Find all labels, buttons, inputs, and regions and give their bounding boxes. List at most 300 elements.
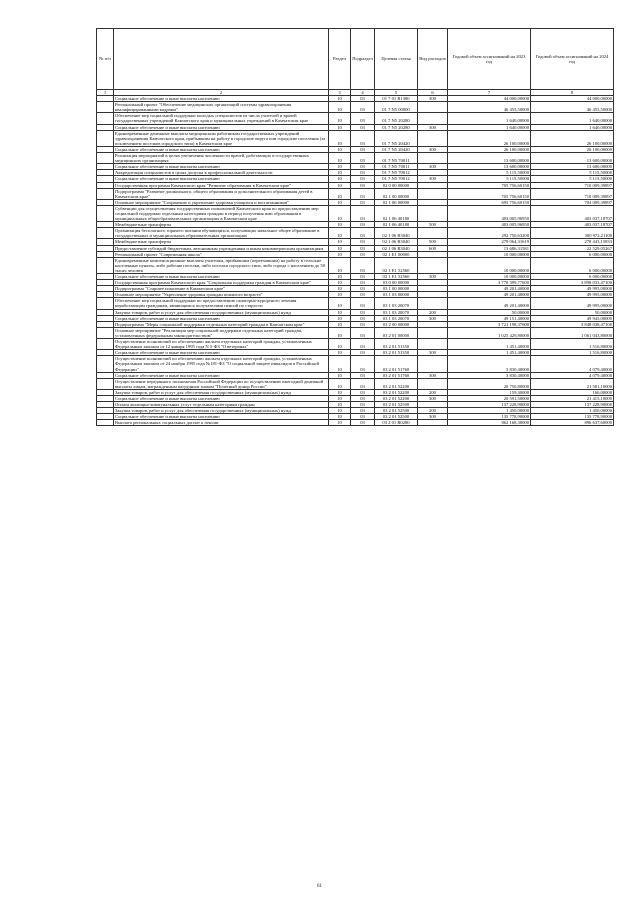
row-expense-type: [418, 130, 448, 146]
row-expense-type: [418, 113, 448, 124]
row-target-article: 01 7 01 R1380: [375, 96, 418, 102]
row-amount-2023: 137 228,90000: [448, 402, 531, 408]
row-target-article: 03 2 01 52500: [375, 408, 418, 414]
row-razdel: 10: [329, 339, 351, 350]
row-name: Подпрограмма "Меры социальной поддержки отдельных категорий граждан в Камчатском крае": [114, 321, 329, 327]
row-target-article: 02 1 06 R3040: [375, 245, 418, 251]
row-number: [97, 378, 114, 389]
row-razdel: 10: [329, 420, 351, 426]
row-number: [97, 420, 114, 426]
row-name: Социальное обеспечение и иные выплаты населению: [114, 395, 329, 401]
row-razdel: 10: [329, 188, 351, 199]
row-razdel: 10: [329, 414, 351, 420]
row-expense-type: [418, 188, 448, 199]
row-target-article: 03 2 01 51350: [375, 339, 418, 350]
row-amount-2024: 1 640,00000: [531, 124, 614, 130]
row-amount-2023: 1 640,00000: [448, 124, 531, 130]
col-number: 5: [375, 90, 418, 96]
header-2024: Годовой объем ассигнований на 2024 год: [531, 29, 614, 90]
row-podrazdel: 03: [351, 414, 375, 420]
row-target-article: 02 1 06 40180: [375, 222, 418, 228]
row-podrazdel: 03: [351, 350, 375, 356]
row-target-article: 02 0 00 00000: [375, 182, 418, 188]
row-name: Аккредитация специалистов в целях допуска к профессиональной деятельности: [114, 170, 329, 176]
col-number: 8: [531, 90, 614, 96]
row-podrazdel: 03: [351, 251, 375, 257]
row-amount-2023: 26 100,00000: [448, 130, 531, 146]
table-row: [97, 257, 614, 273]
row-podrazdel: 03: [351, 286, 375, 292]
row-amount-2023: 135 778,90000: [448, 414, 531, 420]
row-podrazdel: 03: [351, 339, 375, 350]
row-podrazdel: 03: [351, 239, 375, 245]
table-row: [97, 298, 614, 309]
row-razdel: 10: [329, 245, 351, 251]
row-target-article: 02 1 06 R3040: [375, 228, 418, 239]
row-amount-2024: 278 443,15833: [531, 239, 614, 245]
table-row: [97, 327, 614, 338]
row-podrazdel: 03: [351, 257, 375, 273]
row-amount-2024: 49 995,00000: [531, 298, 614, 309]
row-name: Подпрограмма "Развитие дошкольного, общего образования и дополнительного образования детей в Камчатском крае": [114, 188, 329, 199]
row-podrazdel: 03: [351, 408, 375, 414]
row-podrazdel: 03: [351, 182, 375, 188]
row-target-article: 03 2 01 52500: [375, 414, 418, 420]
row-amount-2024: 44 000,00000: [531, 96, 614, 102]
row-target-article: 02 1 E1 52560: [375, 274, 418, 280]
row-amount-2023: 1 451,40000: [448, 350, 531, 356]
row-number: [97, 257, 114, 273]
row-expense-type: 300: [418, 164, 448, 170]
table-row: [97, 188, 614, 199]
row-amount-2023: 13 600,00000: [448, 153, 531, 164]
row-name: Межбюджетные трансферты: [114, 239, 329, 245]
row-amount-2023: 49 201,40000: [448, 286, 531, 292]
row-target-article: 03 2 01 52500: [375, 402, 418, 408]
row-target-article: 02 1 E1 52560: [375, 257, 418, 273]
row-number: [97, 327, 114, 338]
row-target-article: 03 2 01 52200: [375, 378, 418, 389]
row-podrazdel: 03: [351, 315, 375, 321]
row-number: [97, 356, 114, 372]
row-name: Социальное обеспечение и иные выплаты населению: [114, 414, 329, 420]
row-amount-2024: 1 516,80000: [531, 339, 614, 350]
row-amount-2024: 26 100,00000: [531, 130, 614, 146]
row-expense-type: 300: [418, 176, 448, 182]
row-target-article: 01 7 N5 00000: [375, 102, 418, 113]
row-expense-type: [418, 327, 448, 338]
row-amount-2024: 1 640,00000: [531, 113, 614, 124]
row-target-article: 03 2 00 00000: [375, 321, 418, 327]
row-razdel: 10: [329, 170, 351, 176]
row-razdel: 10: [329, 239, 351, 245]
row-podrazdel: 03: [351, 188, 375, 199]
row-expense-type: [418, 205, 448, 221]
row-expense-type: 200: [418, 408, 448, 414]
row-amount-2023: 1 025 429,80000: [448, 327, 531, 338]
row-amount-2024: 13 600,00000: [531, 164, 614, 170]
header-num: № п/п: [97, 29, 114, 90]
row-amount-2023: 1 640,00000: [448, 113, 531, 124]
row-amount-2024: 49 995,00000: [531, 292, 614, 298]
row-name: Социальное обеспечение и иные выплаты населению: [114, 176, 329, 182]
header-name: [114, 29, 329, 90]
row-amount-2024: 704 009,39897: [531, 199, 614, 205]
row-expense-type: [418, 420, 448, 426]
row-expense-type: 300: [418, 146, 448, 152]
row-name: Социальное обеспечение и иные выплаты населению: [114, 164, 329, 170]
row-target-article: 03 1 03 20070: [375, 309, 418, 315]
row-amount-2024: 21 415,10000: [531, 395, 614, 401]
row-target-article: 03 2 01 51760: [375, 356, 418, 372]
row-expense-type: 300: [418, 315, 448, 321]
row-name: Единовременные денежные выплаты медицинским работникам государственных учреждений здравоохранения Камчатского края, прибывшим на работу в городские округа или городские поселения (за исключением поселков городского типа) в Камчатском крае: [114, 130, 329, 146]
row-razdel: 10: [329, 327, 351, 338]
row-name: Субвенции для осуществления государственных полномочий Камчатского края по предоставлению мер социальной поддержки отдельным категориям граждан в период получения ими образования в муниципальных общеобразовательных организациях в Камчатском крае: [114, 205, 329, 221]
row-number: [97, 205, 114, 221]
row-podrazdel: 03: [351, 96, 375, 102]
row-amount-2024: 50,00000: [531, 309, 614, 315]
row-expense-type: [418, 257, 448, 273]
col-number: 2: [114, 90, 329, 96]
col-number: 4: [351, 90, 375, 96]
row-name: Осуществление полномочий по обеспечению жильем отдельных категорий граждан, установленных Федеральным законом от 12 января 1995 года N 5-ФЗ "О ветеранах": [114, 339, 329, 350]
row-number: [97, 188, 114, 199]
row-amount-2023: 403 005,96950: [448, 205, 531, 221]
row-name: Основное мероприятие "Сохранение и укрепление здоровья учащихся и воспитанников": [114, 199, 329, 205]
row-name: Основное мероприятие "Укрепление здоровья граждан пожилого возраста": [114, 292, 329, 298]
row-target-article: 02 1 06 40180: [375, 205, 418, 221]
row-target-article: 03 1 00 00000: [375, 286, 418, 292]
row-podrazdel: 03: [351, 402, 375, 408]
row-amount-2023: 49 151,40000: [448, 315, 531, 321]
row-podrazdel: 03: [351, 170, 375, 176]
row-podrazdel: 03: [351, 222, 375, 228]
row-target-article: 02 1 06 00000: [375, 199, 418, 205]
row-razdel: 10: [329, 182, 351, 188]
row-number: [97, 339, 114, 350]
row-amount-2024: 403 037,18707: [531, 205, 614, 221]
col-number: 6: [418, 90, 448, 96]
row-expense-type: 300: [418, 96, 448, 102]
row-amount-2024: 4 079,40000: [531, 356, 614, 372]
row-razdel: 10: [329, 280, 351, 286]
row-podrazdel: 03: [351, 205, 375, 221]
row-amount-2023: 292 750,63200: [448, 228, 531, 239]
row-amount-2023: 20 591,50000: [448, 395, 531, 401]
row-name: Оплата жилищно-коммунальных услуг отдельным категориям граждан: [114, 402, 329, 408]
row-expense-type: [418, 378, 448, 389]
row-razdel: 10: [329, 315, 351, 321]
row-amount-2023: 5 115,50000: [448, 170, 531, 176]
row-razdel: 10: [329, 96, 351, 102]
row-name: Единовременные компенсационные выплаты учителям, прибывшим (переехавшим) на работу в сельские населенные пункты, либо рабочие поселки, либо поселки городского типа, либо города с населением до 50 тысяч человек: [114, 257, 329, 273]
row-amount-2023: 705 756,60150: [448, 188, 531, 199]
row-podrazdel: 03: [351, 378, 375, 389]
row-podrazdel: 03: [351, 124, 375, 130]
row-podrazdel: 03: [351, 102, 375, 113]
row-name: Закупка товаров, работ и услуг для обеспечения государственных (муниципальных) нужд: [114, 408, 329, 414]
table-row: [97, 130, 614, 146]
row-podrazdel: 03: [351, 327, 375, 338]
table-row: [97, 339, 614, 350]
row-name: Социальное обеспечение и иные выплаты населению: [114, 372, 329, 378]
row-name: Региональный проект "Обеспечение медицинских организаций системы здравоохранения квалифицированными кадрами": [114, 102, 329, 113]
row-razdel: 10: [329, 199, 351, 205]
row-amount-2024: 896 637,60000: [531, 420, 614, 426]
row-podrazdel: 03: [351, 176, 375, 182]
row-name: Выплата региональных социальных доплат к пенсии: [114, 420, 329, 426]
row-target-article: 03 2 01 52200: [375, 395, 418, 401]
row-amount-2024: 166,00000: [531, 389, 614, 395]
row-amount-2023: 49 201,40000: [448, 292, 531, 298]
row-podrazdel: 03: [351, 280, 375, 286]
row-podrazdel: 03: [351, 153, 375, 164]
row-podrazdel: 03: [351, 245, 375, 251]
row-target-article: 03 1 03 00000: [375, 292, 418, 298]
row-podrazdel: 03: [351, 274, 375, 280]
row-expense-type: 300: [418, 124, 448, 130]
row-target-article: 03 2 01 R0280: [375, 420, 418, 426]
budget-table: [96, 28, 614, 426]
row-expense-type: 300: [418, 414, 448, 420]
row-podrazdel: 03: [351, 113, 375, 124]
row-razdel: 10: [329, 222, 351, 228]
row-expense-type: 500: [418, 239, 448, 245]
row-number: [97, 130, 114, 146]
row-name: Обеспечение мер социальной поддержки по предоставлению санаторно-курортного лечения неработающим гражданам, являющимся получателями пенсий по старости: [114, 298, 329, 309]
row-expense-type: 600: [418, 245, 448, 251]
row-amount-2023: 279 064,31619: [448, 239, 531, 245]
row-amount-2023: 13 686,31581: [448, 245, 531, 251]
row-name: Региональный проект "Современная школа": [114, 251, 329, 257]
row-name: Социальное обеспечение и иные выплаты населению: [114, 124, 329, 130]
row-amount-2023: 10 000,00000: [448, 257, 531, 273]
row-amount-2023: 10 000,00000: [448, 274, 531, 280]
row-podrazdel: 03: [351, 420, 375, 426]
row-target-article: 03 1 03 20070: [375, 315, 418, 321]
row-name: Социальное обеспечение и иные выплаты населению: [114, 274, 329, 280]
row-name: Межбюджетные трансферты: [114, 222, 329, 228]
row-expense-type: [418, 356, 448, 372]
row-number: [97, 298, 114, 309]
row-amount-2024: 6 000,00000: [531, 257, 614, 273]
row-amount-2024: 3 848 038,47100: [531, 321, 614, 327]
row-target-article: 03 1 03 20070: [375, 298, 418, 309]
row-name: Государственная программа Камчатского края "Социальная поддержка граждан в Камчатском крае": [114, 280, 329, 286]
row-razdel: 10: [329, 378, 351, 389]
row-target-article: 02 1 00 00000: [375, 188, 418, 199]
row-amount-2024: 26 100,00000: [531, 146, 614, 152]
row-name: Предоставление субсидий бюджетным, автономным учреждениям и иным некоммерческим организациям: [114, 245, 329, 251]
row-expense-type: [418, 298, 448, 309]
row-amount-2024: 710 009,39897: [531, 182, 614, 188]
row-podrazdel: 03: [351, 298, 375, 309]
row-amount-2024: 5 115,50000: [531, 176, 614, 182]
row-target-article: 01 7 N5 20280: [375, 124, 418, 130]
row-amount-2023: 3 770 399,77600: [448, 280, 531, 286]
row-amount-2023: 705 756,60150: [448, 182, 531, 188]
row-razdel: 10: [329, 102, 351, 113]
col-number: 1: [97, 90, 114, 96]
row-amount-2023: 403 005,96950: [448, 222, 531, 228]
row-amount-2023: 3 721 198,37600: [448, 321, 531, 327]
row-razdel: 10: [329, 389, 351, 395]
row-amount-2023: 862 168,30000: [448, 420, 531, 426]
row-amount-2024: 710 009,39897: [531, 188, 614, 199]
row-target-article: 01 7 N5 70012: [375, 176, 418, 182]
row-name: Социальное обеспечение и иные выплаты населению: [114, 315, 329, 321]
row-target-article: 02 1 06 R3040: [375, 239, 418, 245]
row-name: Закупка товаров, работ и услуг для обеспечения государственных (муниципальных) нужд: [114, 389, 329, 395]
row-razdel: 10: [329, 292, 351, 298]
row-amount-2023: 10 000,00000: [448, 251, 531, 257]
row-amount-2024: 6 000,00000: [531, 251, 614, 257]
row-name: Социальное обеспечение и иные выплаты населению: [114, 350, 329, 356]
row-name: Осуществление переданного полномочия Российской Федерации по осуществлению ежегодной денежной выплаты лицам, награжденным нагрудным знаком "Почетный донор России": [114, 378, 329, 389]
row-amount-2024: 13 600,00000: [531, 153, 614, 164]
row-expense-type: 200: [418, 389, 448, 395]
row-expense-type: 500: [418, 222, 448, 228]
header-podrazdel: Подраздел: [351, 29, 375, 90]
row-expense-type: 300: [418, 350, 448, 356]
row-podrazdel: 03: [351, 130, 375, 146]
row-amount-2023: 5 115,50000: [448, 176, 531, 182]
col-number: 3: [329, 90, 351, 96]
row-amount-2023: 26 100,00000: [448, 146, 531, 152]
row-amount-2024: 137 228,90000: [531, 402, 614, 408]
row-expense-type: 300: [418, 395, 448, 401]
row-number: [97, 102, 114, 113]
row-amount-2024: 21 581,10000: [531, 378, 614, 389]
row-number: [97, 228, 114, 239]
row-name: Обеспечение мер социальной поддержки молодых специалистов из числа учителей и врачей государственных учреждений Камчатского края и муниципальных учреждений в Камчатском крае: [114, 113, 329, 124]
header-expense-type: Вид расходов: [418, 29, 448, 90]
row-target-article: 03 2 01 52200: [375, 389, 418, 395]
header-target-article: Целевая статья: [375, 29, 418, 90]
row-target-article: 01 7 N5 70012: [375, 170, 418, 176]
row-amount-2024: 300 972,21100: [531, 228, 614, 239]
table-row: [97, 205, 614, 221]
row-target-article: 03 2 01 00000: [375, 327, 418, 338]
row-podrazdel: 03: [351, 372, 375, 378]
row-name: Социальное обеспечение и иные выплаты населению: [114, 96, 329, 102]
row-amount-2023: 44 000,00000: [448, 96, 531, 102]
row-razdel: 10: [329, 130, 351, 146]
row-amount-2023: 50,00000: [448, 309, 531, 315]
row-podrazdel: 03: [351, 199, 375, 205]
table-row: [97, 356, 614, 372]
row-podrazdel: 03: [351, 292, 375, 298]
row-amount-2024: 49 995,00000: [531, 286, 614, 292]
row-razdel: 10: [329, 408, 351, 414]
row-amount-2023: 13 600,00000: [448, 164, 531, 170]
col-number: 7: [448, 90, 531, 96]
row-amount-2024: 135 778,90000: [531, 414, 614, 420]
row-number: [97, 153, 114, 164]
row-razdel: 10: [329, 286, 351, 292]
row-razdel: 10: [329, 113, 351, 124]
row-razdel: 10: [329, 356, 351, 372]
row-razdel: 10: [329, 298, 351, 309]
row-razdel: 10: [329, 164, 351, 170]
row-amount-2023: 3 830,40000: [448, 356, 531, 372]
row-razdel: 10: [329, 321, 351, 327]
row-name: Закупка товаров, работ и услуг для обеспечения государственных (муниципальных) нужд: [114, 309, 329, 315]
row-name: Осуществление полномочий по обеспечению жильем отдельных категорий граждан, установленных Федеральным законом от 24 ноября 1995 года №181-ФЗ "О социальной защите инвалидов в Российской Федерации": [114, 356, 329, 372]
row-razdel: 10: [329, 309, 351, 315]
row-amount-2023: 46 455,50000: [448, 102, 531, 113]
row-amount-2024: 4 079,40000: [531, 372, 614, 378]
row-razdel: 10: [329, 350, 351, 356]
row-name: Подпрограмма "Старшее поколение в Камчатском крае": [114, 286, 329, 292]
row-expense-type: [418, 228, 448, 239]
row-razdel: 10: [329, 395, 351, 401]
row-razdel: 10: [329, 124, 351, 130]
row-target-article: 02 1 E1 00000: [375, 251, 418, 257]
row-podrazdel: 03: [351, 309, 375, 315]
row-expense-type: 300: [418, 274, 448, 280]
row-razdel: 10: [329, 257, 351, 273]
row-amount-2023: 49 201,40000: [448, 298, 531, 309]
row-target-article: 03 0 00 00000: [375, 280, 418, 286]
row-name: Государственная программа Камчатского края "Развитие образования в Камчатском крае": [114, 182, 329, 188]
row-name: Основное мероприятие "Реализация мер социальной поддержки отдельных категорий граждан, установленных федеральным законодательством": [114, 327, 329, 338]
row-amount-2023: 695 756,60150: [448, 199, 531, 205]
row-name: Организация бесплатного горячего питания обучающихся, получающих начальное общее образование в государственных и муниципальных образовательных организациях: [114, 228, 329, 239]
table-row: [97, 102, 614, 113]
row-expense-type: 300: [418, 372, 448, 378]
row-amount-2023: 1 451,40000: [448, 339, 531, 350]
row-target-article: 01 7 N5 20420: [375, 130, 418, 146]
table-body: [97, 96, 614, 426]
row-amount-2023: 1 450,00000: [448, 408, 531, 414]
row-razdel: 10: [329, 205, 351, 221]
row-amount-2024: 1 450,00000: [531, 408, 614, 414]
row-razdel: 10: [329, 228, 351, 239]
row-razdel: 10: [329, 402, 351, 408]
row-podrazdel: 03: [351, 389, 375, 395]
row-razdel: 10: [329, 153, 351, 164]
row-target-article: 03 2 01 51350: [375, 350, 418, 356]
table-row: [97, 378, 614, 389]
row-podrazdel: 03: [351, 164, 375, 170]
header-row: [97, 29, 614, 90]
row-amount-2023: 159,30000: [448, 389, 531, 395]
row-razdel: 10: [329, 372, 351, 378]
row-amount-2024: 1 061 043,80000: [531, 327, 614, 338]
table-row: [97, 420, 614, 426]
header-2023: Годовой объем ассигнований на 2023 год: [448, 29, 531, 90]
header-razdel: Раздел: [329, 29, 351, 90]
row-target-article: 01 7 N5 20280: [375, 113, 418, 124]
row-target-article: 01 7 N5 70011: [375, 164, 418, 170]
table-row: [97, 113, 614, 124]
row-podrazdel: 03: [351, 395, 375, 401]
row-amount-2024: 6 000,00000: [531, 274, 614, 280]
row-expense-type: 200: [418, 309, 448, 315]
row-amount-2024: 1 516,80000: [531, 350, 614, 356]
row-amount-2024: 403 037,18707: [531, 222, 614, 228]
row-amount-2024: 5 115,50000: [531, 170, 614, 176]
row-podrazdel: 03: [351, 146, 375, 152]
row-expense-type: [418, 339, 448, 350]
row-podrazdel: 03: [351, 321, 375, 327]
row-name: Реализация мероприятий в целях увеличения численности врачей, работающих в государственных медицинских организациях: [114, 153, 329, 164]
row-target-article: 03 2 01 51760: [375, 372, 418, 378]
row-podrazdel: 03: [351, 228, 375, 239]
row-podrazdel: 03: [351, 356, 375, 372]
